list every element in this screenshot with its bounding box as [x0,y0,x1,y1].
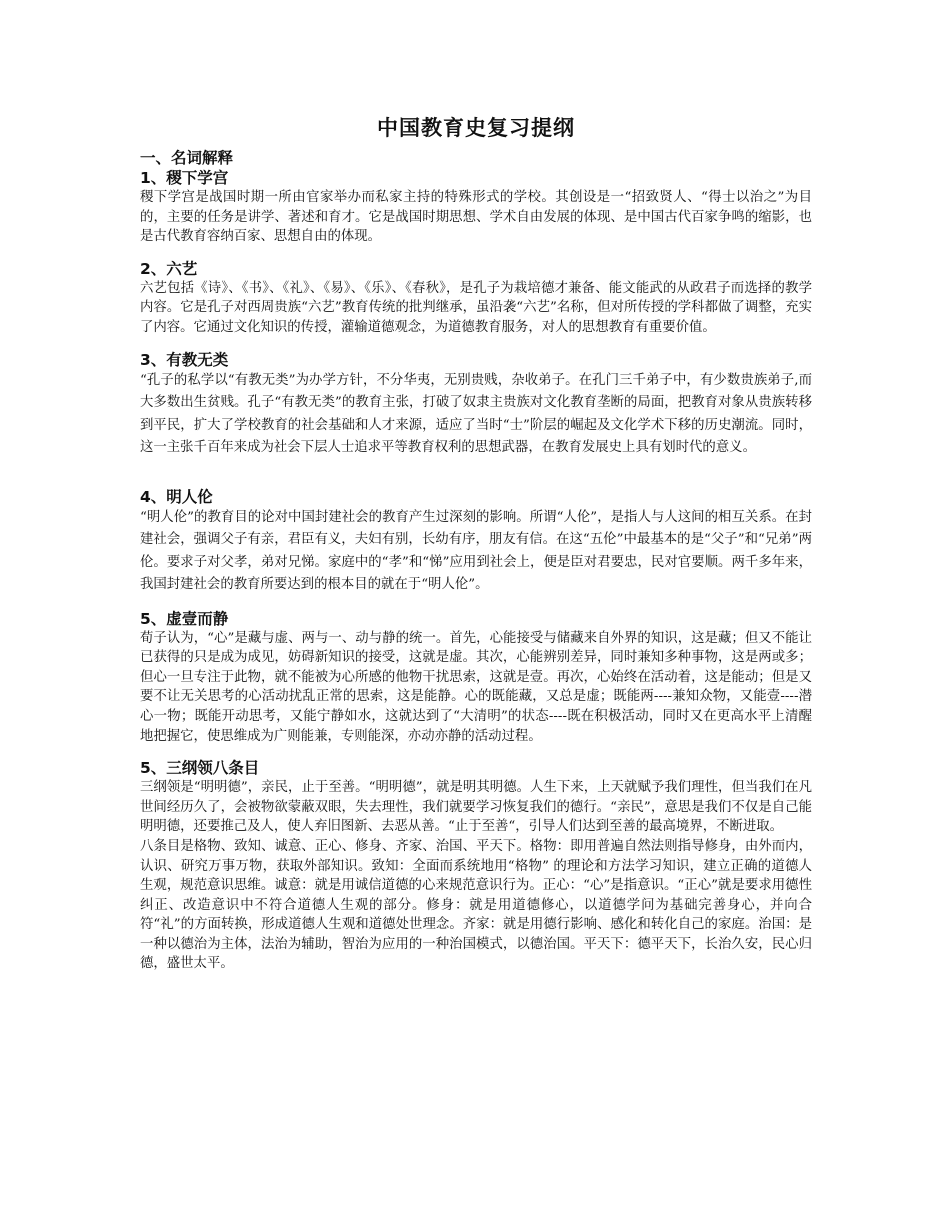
term-heading-xuyi: 5、虚壹而静 [140,609,229,628]
term-heading-youjiao: 3、有教无类 [140,350,229,369]
document-title: 中国教育史复习提纲 [377,116,575,140]
term-paragraph-minglun: “明人伦”的教育目的论对中国封建社会的教育产生过深刻的影响。所谓“人伦”，是指人与人这间的相互关系。在封建社会，强调父子有亲，君臣有义，夫妇有别，长幼有序，朋友有信。在这“五伦”中最基本的是“父子”和“兄弟”两伦。要求子对父孝，弟对兄悌。家庭中的“孝”和“悌”应用到社会上，便是臣对君要忠，民对官要顺。两千多年来，我国封建社会的教育所要达到的根本目的就在于“明人伦”。 [140,509,812,593]
term-paragraph-sangang: 三纲领是“明明德”，亲民，止于至善。“明明德”，就是明其明德。人生下来，上天就赋予我们理性，但当我们在凡世间经历久了，会被物欲蒙蔽双眼，失去理性，我们就要学习恢复我们的德行。“亲民”，意思是我们不仅是自己能明明德，还要推己及人，使人弃旧图新、去恶从善。“止于至善“，引导人们达到至善的最高境界，不断进取。 [140,780,812,835]
term-heading-minglun: 4、明人伦 [140,487,213,506]
term-paragraph-batiaomu: 八条目是格物、致知、诚意、正心、修身、齐家、治国、平天下。格物：即用普遍自然法则指导修身，由外而内，认识、研究万事万物，获取外部知识。致知：全面而系统地用“格物” 的理论和方法学习知识，建立正确的道德人生观，规范意识思维。诚意：就是用诚信道德的心来规范意识行为。正心：“心”是指意识。“正心”就是要求用德性纠正、改造意识中不符合道德人生观的部分。修身：就是用道德修心，以道德学问为基础完善身心，并向合符“礼”的方面转换，形成道德人生观和道德处世理念。齐家：就是用德行影响、感化和转化自己的家庭。治国：是一种以德治为主体，法治为辅助，智治为应用的一种治国模式，以德治国。平天下：德平天下，长治久安，民心归德，盛世太平。 [140,838,812,972]
term-paragraph-liuyi: 六艺包括《诗》、《书》、《礼》、《易》、《乐》、《春秋》，是孔子为栽培德才兼备、能文能武的从政君子而选择的教学内容。它是孔子对西周贵族“六艺”教育传统的批判继承，虽沿袭“六艺”名称，但对所传授的学科都做了调整，充实了内容。它通过文化知识的传授，灌输道德观念，为道德教育服务，对人的思想教育有重要价值。 [140,280,812,335]
term-paragraph-youjiao: “孔子的私学以“有教无类”为办学方针，不分华夷，无别贵贱，杂收弟子。在孔门三千弟子中，有少数贵族弟子,而大多数出生贫贱。孔子“有教无类”的教育主张，打破了奴隶主贵族对文化教育垄断的局面，把教育对象从贵族转移到平民，扩大了学校教育的社会基础和人才来源，适应了当时“士”阶层的崛起及文化学术下移的历史潮流。同时，这一主张千百年来成为社会下层人士追求平等教育权利的思想武器，在教育发展史上具有划时代的意义。 [140,372,812,456]
term-heading-jixia: 1、稷下学宫 [140,169,229,187]
section-heading-terms: 一、名词解释 [140,149,234,167]
spacer [140,247,812,259]
term-paragraph-xuyi: 荀子认为，“心”是藏与虚、两与一、动与静的统一。首先，心能接受与储藏来自外界的知识，这是藏；但又不能让已获得的只是成为成见，妨碍新知识的接受，这就是虚。其次，心能辨别差异，同时兼知多种事物，这是两或多；但心一旦专注于此物，就不能被为心所感的他物干扰思索，这就是壹。再次，心始终在活动着，这是能动；但是又要不让无关思考的心活动扰乱正常的思索，这是能静。心的既能藏，又总是虚；既能两----兼知众物，又能壹----潜心一物；既能开动思考，又能宁静如水，这就达到了“大清明”的状态----既在积极活动，同时又在更高水平上清醒地把握它，使思维成为广则能兼，专则能深，亦动亦静的活动过程。 [140,630,812,744]
term-heading-liuyi: 2、六艺 [140,259,198,278]
term-heading-sangang: 5、三纲领八条目 [140,759,260,778]
spacer [140,746,812,758]
spacer [140,460,812,487]
spacer [140,597,812,609]
spacer [140,338,812,350]
document-page [140,112,812,974]
term-paragraph-jixia: 稷下学宫是战国时期一所由官家举办而私家主持的特殊形式的学校。其创设是一“招致贤人、“得士以治之”为目的，主要的任务是讲学、著述和育才。它是战国时期思想、学术自由发展的体现、是中国古代百家争鸣的缩影，也是古代教育容纳百家、思想自由的体现。 [140,190,812,245]
